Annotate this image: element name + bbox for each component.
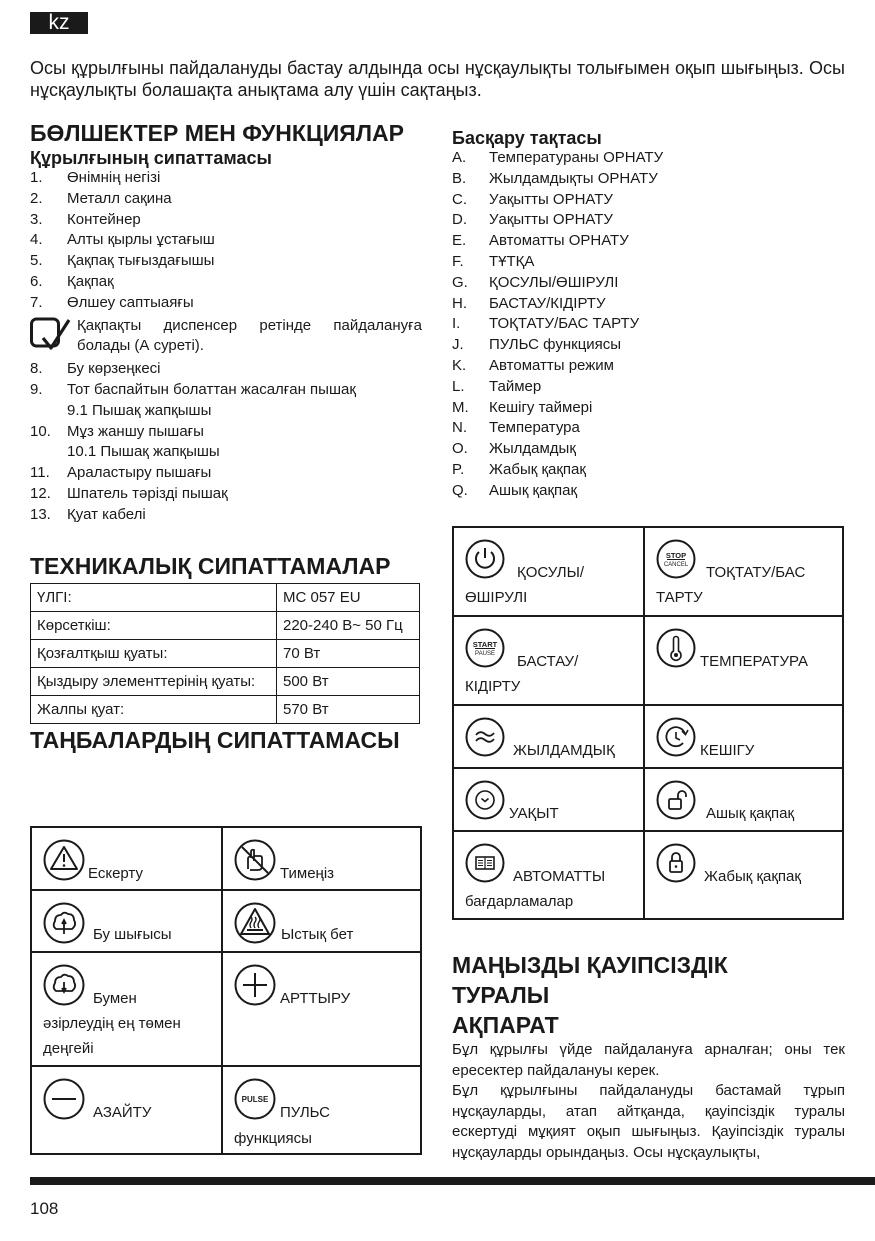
list-item: 8. Бу көрзеңкесі bbox=[30, 360, 161, 378]
control-item-text: Жылдамдықты ОРНАТУ bbox=[489, 169, 658, 187]
list-item bbox=[30, 505, 422, 526]
note bbox=[30, 316, 422, 358]
pulse-label-1: ПУЛЬС bbox=[280, 1104, 331, 1121]
list-item-text: Металл сақина bbox=[67, 189, 172, 207]
control-item-text: БАСТАУ/КІДІРТУ bbox=[489, 294, 606, 312]
on-off-label-1: ҚОСУЛЫ/ bbox=[517, 564, 585, 581]
control-item-text: Жылдамдық bbox=[489, 440, 576, 458]
spec-value: 500 Вт bbox=[277, 667, 420, 695]
list-item: 10. Мұз жаншу пышағы bbox=[30, 422, 204, 440]
symbols-title: ТАҢБАЛАРДЫҢ СИПАТТАМАСЫ bbox=[30, 726, 400, 753]
control-item bbox=[452, 418, 846, 439]
control-item bbox=[452, 148, 846, 169]
list-item-text: Өнімнің негізі bbox=[67, 169, 161, 186]
stop-cancel-label-2: ТАРТУ bbox=[656, 589, 703, 606]
list-item-number: 2. bbox=[30, 189, 43, 207]
right-column bbox=[452, 128, 846, 502]
list-item bbox=[30, 463, 422, 484]
list-item-text: Шпатель тәрізді пышақ bbox=[67, 484, 228, 502]
list-item bbox=[30, 189, 422, 210]
control-item-text: Автоматты режим bbox=[489, 356, 614, 374]
control-item-text: Температура bbox=[489, 419, 580, 437]
stop-cancel-icon bbox=[656, 539, 696, 579]
control-item-text: ТОҚТАТУ/БАС ТАРТУ bbox=[489, 315, 640, 333]
control-item bbox=[452, 398, 846, 419]
list-item-text: Өлшеу саптыаяғы bbox=[67, 293, 194, 311]
note-checkbox-icon bbox=[30, 316, 72, 352]
control-item-text: ТҰТҚА bbox=[489, 252, 535, 270]
panel-cell-time bbox=[453, 768, 644, 831]
warning-icon bbox=[43, 839, 85, 881]
unlock-icon bbox=[656, 780, 696, 820]
panel-cell-stop-cancel bbox=[644, 527, 843, 616]
symbol-cell-steam-minimum bbox=[31, 952, 222, 1066]
control-item bbox=[452, 356, 846, 377]
control-item-number: G. bbox=[452, 273, 468, 291]
intro-text: Осы құрылғыны пайдалануды бастау алдында осы нұсқаулықты толығымен оқып шығыңыз. Осы нұсқаулықты болашақта анықтама алу үшін сақтаңыз. bbox=[30, 58, 845, 100]
panel-cell-closed-lid bbox=[644, 831, 843, 919]
control-item-number: J. bbox=[452, 336, 464, 354]
lock-icon bbox=[656, 843, 696, 883]
list-item-number: 1. bbox=[30, 169, 43, 186]
start-pause-label-1: БАСТАУ/ bbox=[517, 653, 579, 670]
control-item-number: I. bbox=[452, 315, 461, 333]
control-panel-heading: Басқару тақтасы bbox=[452, 128, 602, 148]
time-label: УАҚЫТ bbox=[509, 805, 559, 822]
control-item-text: ҚОСУЛЫ/ӨШІРУЛІ bbox=[489, 273, 619, 291]
safety-title-line-2: ТУРАЛЫ bbox=[452, 982, 550, 1008]
list-item bbox=[30, 230, 422, 251]
language-tag: kz bbox=[30, 12, 88, 34]
hot-surface-icon bbox=[234, 902, 276, 944]
symbol-cell-decrease bbox=[31, 1066, 222, 1154]
list-item-text: Қақпақ bbox=[67, 272, 114, 290]
control-item-text: Жабық қақпақ bbox=[489, 460, 586, 478]
list-item bbox=[30, 484, 422, 505]
delay-label: КЕШІГУ bbox=[700, 742, 755, 759]
list-item-text: Қақпақ тығыздағышы bbox=[67, 252, 215, 270]
speed-label: ЖЫЛДАМДЫҚ bbox=[513, 742, 615, 759]
control-item-number: P. bbox=[452, 460, 465, 478]
control-item-number: K. bbox=[452, 356, 467, 374]
control-item-number: E. bbox=[452, 232, 467, 250]
control-item bbox=[452, 231, 846, 252]
panel-cell-open-lid bbox=[644, 768, 843, 831]
control-item-number: B. bbox=[452, 169, 467, 187]
panel-table-wrapper bbox=[452, 526, 844, 920]
stop-cancel-label-1: ТОҚТАТУ/БАС bbox=[706, 564, 806, 581]
control-item bbox=[452, 460, 846, 481]
symbol-cell-steam-out bbox=[31, 890, 222, 952]
control-item bbox=[452, 314, 846, 335]
control-item-number: H. bbox=[452, 294, 467, 312]
symbols-table bbox=[30, 826, 422, 1155]
control-item-number: Q. bbox=[452, 481, 468, 499]
power-icon bbox=[465, 539, 505, 579]
spec-row bbox=[31, 667, 420, 695]
control-item bbox=[452, 481, 846, 502]
open-lid-label: Ашық қақпақ bbox=[706, 805, 795, 822]
list-item bbox=[30, 272, 422, 293]
list-item-number: 6. bbox=[30, 272, 43, 290]
control-item-number: O. bbox=[452, 440, 468, 458]
spec-row bbox=[31, 639, 420, 667]
list-item: 9. Тот баспайтын болаттан жасалған пышақ bbox=[30, 380, 356, 398]
thermometer-icon bbox=[656, 628, 696, 668]
control-item bbox=[452, 377, 846, 398]
control-item-text: Таймер bbox=[489, 377, 542, 395]
control-item-number: C. bbox=[452, 190, 467, 208]
parts-title: БӨЛШЕКТЕР МЕН ФУНКЦИЯЛАР bbox=[30, 120, 404, 146]
safety-title-line-3: АҚПАРАТ bbox=[452, 1012, 559, 1038]
control-item bbox=[452, 252, 846, 273]
list-item-text: Алты қырлы ұстағыш bbox=[67, 231, 215, 249]
steam-minimum-label-1: Бумен bbox=[93, 990, 137, 1007]
list-item-number: 4. bbox=[30, 231, 43, 249]
decrease-label: АЗАЙТУ bbox=[93, 1104, 152, 1121]
warning-label: Ескерту bbox=[88, 865, 143, 882]
safety-paragraph-2: Бұл құрылғыны пайдалануды бастамай тұрып нұсқауларды, атап айтқанда, қауіпсіздік туралы ескертуді мұқият оқып шығыңыз. Қауіпсіздік туралы нұсқауларды орындаңыз. Осы нұсқаулықты, bbox=[452, 1082, 845, 1161]
control-item-text: ПУЛЬС функциясы bbox=[489, 336, 622, 354]
steam-minimum-icon bbox=[43, 964, 85, 1006]
control-item-number: D. bbox=[452, 211, 467, 229]
note-text: Қақпақты диспенсер ретінде пайдалануға болады (А суреті). bbox=[77, 316, 422, 355]
list-subitem: 9.1 Пышақ жапқышы bbox=[67, 401, 212, 419]
page-number: 108 bbox=[30, 1199, 59, 1218]
pulse-label-2: функциясы bbox=[234, 1130, 312, 1147]
steam-out-label: Бу шығысы bbox=[93, 926, 172, 943]
list-item-number: 3. bbox=[30, 210, 43, 228]
auto-programs-icon bbox=[465, 843, 505, 883]
hot-surface-label: Ыстық бет bbox=[281, 926, 354, 943]
panel-cell-auto-programs bbox=[453, 831, 644, 919]
panel-cell-on-off bbox=[453, 527, 644, 616]
parts-list-continued bbox=[30, 359, 422, 463]
pulse-icon-text: PULSE bbox=[241, 1095, 269, 1104]
steam-minimum-label-3: деңгейі bbox=[43, 1040, 94, 1057]
auto-programs-label-2: бағдарламалар bbox=[465, 893, 574, 910]
spec-key: ҮЛГІ: bbox=[31, 583, 277, 611]
svg-text:CANCEL: CANCEL bbox=[663, 562, 689, 568]
control-item-text: Температураны ОРНАТУ bbox=[489, 149, 664, 166]
list-item-number: 12. bbox=[30, 484, 51, 502]
increase-label: АРТТЫРУ bbox=[280, 990, 351, 1007]
panel-cell-speed bbox=[453, 705, 644, 768]
panel-cell-delay bbox=[644, 705, 843, 768]
symbol-cell-hot-surface bbox=[222, 890, 421, 952]
safety-title-line-1: МАҢЫЗДЫ ҚАУІПСІЗДІК bbox=[452, 952, 728, 978]
list-item-number: 7. bbox=[30, 293, 43, 311]
left-column bbox=[30, 118, 422, 755]
spec-value: MC 057 EU bbox=[277, 583, 420, 611]
control-item bbox=[452, 294, 846, 315]
svg-text:STOP: STOP bbox=[665, 551, 687, 560]
tech-specs-title: ТЕХНИКАЛЫҚ СИПАТТАМАЛАР bbox=[30, 552, 391, 579]
control-panel-list bbox=[452, 148, 846, 502]
control-item-text: Кешігу таймері bbox=[489, 398, 593, 416]
steam-minimum-label-2: әзірлеудің ең төмен bbox=[43, 1015, 181, 1032]
panel-cell-start-pause bbox=[453, 616, 644, 705]
device-description-heading: Құрылғының сипаттамасы bbox=[30, 148, 272, 168]
minus-icon bbox=[43, 1078, 85, 1120]
svg-text:PAUSE: PAUSE bbox=[475, 651, 495, 657]
list-item-text: Қуат кабелі bbox=[67, 505, 146, 523]
control-item bbox=[452, 169, 846, 190]
control-item-text: Уақытты ОРНАТУ bbox=[489, 211, 613, 229]
control-item bbox=[452, 190, 846, 211]
spec-value: 220-240 В~ 50 Гц bbox=[277, 611, 420, 639]
closed-lid-label: Жабық қақпақ bbox=[704, 868, 801, 885]
clock-icon bbox=[465, 780, 505, 820]
no-touch-icon bbox=[234, 839, 276, 881]
parts-list bbox=[30, 168, 422, 314]
pulse-icon bbox=[234, 1078, 276, 1120]
symbol-cell-increase bbox=[222, 952, 421, 1066]
auto-programs-label-1: АВТОМАТТЫ bbox=[513, 868, 606, 885]
control-item-number: F. bbox=[452, 252, 464, 270]
spec-key: Жалпы қуат: bbox=[31, 695, 277, 723]
delay-timer-icon bbox=[656, 717, 696, 757]
steam-out-icon bbox=[43, 902, 85, 944]
symbol-cell-no-touch bbox=[222, 827, 421, 890]
list-item bbox=[30, 210, 422, 231]
start-pause-label-2: КІДІРТУ bbox=[465, 678, 521, 695]
symbol-cell-warning bbox=[31, 827, 222, 890]
control-item-text: Автоматты ОРНАТУ bbox=[489, 232, 629, 250]
panel-table bbox=[452, 526, 844, 920]
temperature-label: ТЕМПЕРАТУРА bbox=[700, 653, 808, 670]
svg-text:START: START bbox=[472, 640, 498, 649]
control-item bbox=[452, 210, 846, 231]
spec-key: Қыздыру элементтерінің қуаты: bbox=[31, 667, 277, 695]
spec-row bbox=[31, 611, 420, 639]
control-item-number: A. bbox=[452, 149, 467, 166]
list-item-number: 11. bbox=[30, 464, 50, 482]
list-item-text: Контейнер bbox=[67, 210, 141, 228]
spec-row bbox=[31, 695, 420, 723]
list-item-number: 5. bbox=[30, 252, 43, 270]
footer-rule bbox=[30, 1177, 875, 1185]
control-item-number: M. bbox=[452, 398, 469, 416]
panel-cell-temperature bbox=[644, 616, 843, 705]
list-subitem: 10.1 Пышақ жапқышы bbox=[67, 443, 220, 461]
parts-list-end bbox=[30, 463, 422, 525]
tech-specs-table bbox=[30, 583, 420, 724]
no-touch-label: Тимеңіз bbox=[280, 865, 335, 882]
list-item bbox=[30, 251, 422, 272]
spec-value: 570 Вт bbox=[277, 695, 420, 723]
list-item-number: 13. bbox=[30, 505, 51, 523]
control-item-number: N. bbox=[452, 419, 467, 437]
control-item bbox=[452, 439, 846, 460]
control-item-number: L. bbox=[452, 377, 465, 395]
control-item bbox=[452, 335, 846, 356]
spec-value: 70 Вт bbox=[277, 639, 420, 667]
list-item bbox=[30, 293, 422, 314]
list-item-text: Араластыру пышағы bbox=[67, 464, 212, 482]
start-pause-icon bbox=[465, 628, 505, 668]
symbol-cell-pulse bbox=[222, 1066, 421, 1154]
spec-key: Қозғалтқыш қуаты: bbox=[31, 639, 277, 667]
spec-row bbox=[31, 583, 420, 611]
spec-key: Көрсеткіш: bbox=[31, 611, 277, 639]
list-item bbox=[30, 168, 422, 189]
control-item bbox=[452, 273, 846, 294]
safety-section bbox=[452, 950, 845, 1163]
on-off-label-2: ӨШІРУЛІ bbox=[465, 589, 528, 606]
symbols-table-wrapper bbox=[30, 826, 422, 1155]
safety-paragraph-1: Бұл құрылғы үйде пайдалануға арналған; оны тек ересектер пайдалануы керек. bbox=[452, 1041, 845, 1079]
speed-icon bbox=[465, 717, 505, 757]
control-item-text: Уақытты ОРНАТУ bbox=[489, 190, 613, 208]
control-item-text: Ашық қақпақ bbox=[489, 481, 578, 499]
plus-icon bbox=[234, 964, 276, 1006]
